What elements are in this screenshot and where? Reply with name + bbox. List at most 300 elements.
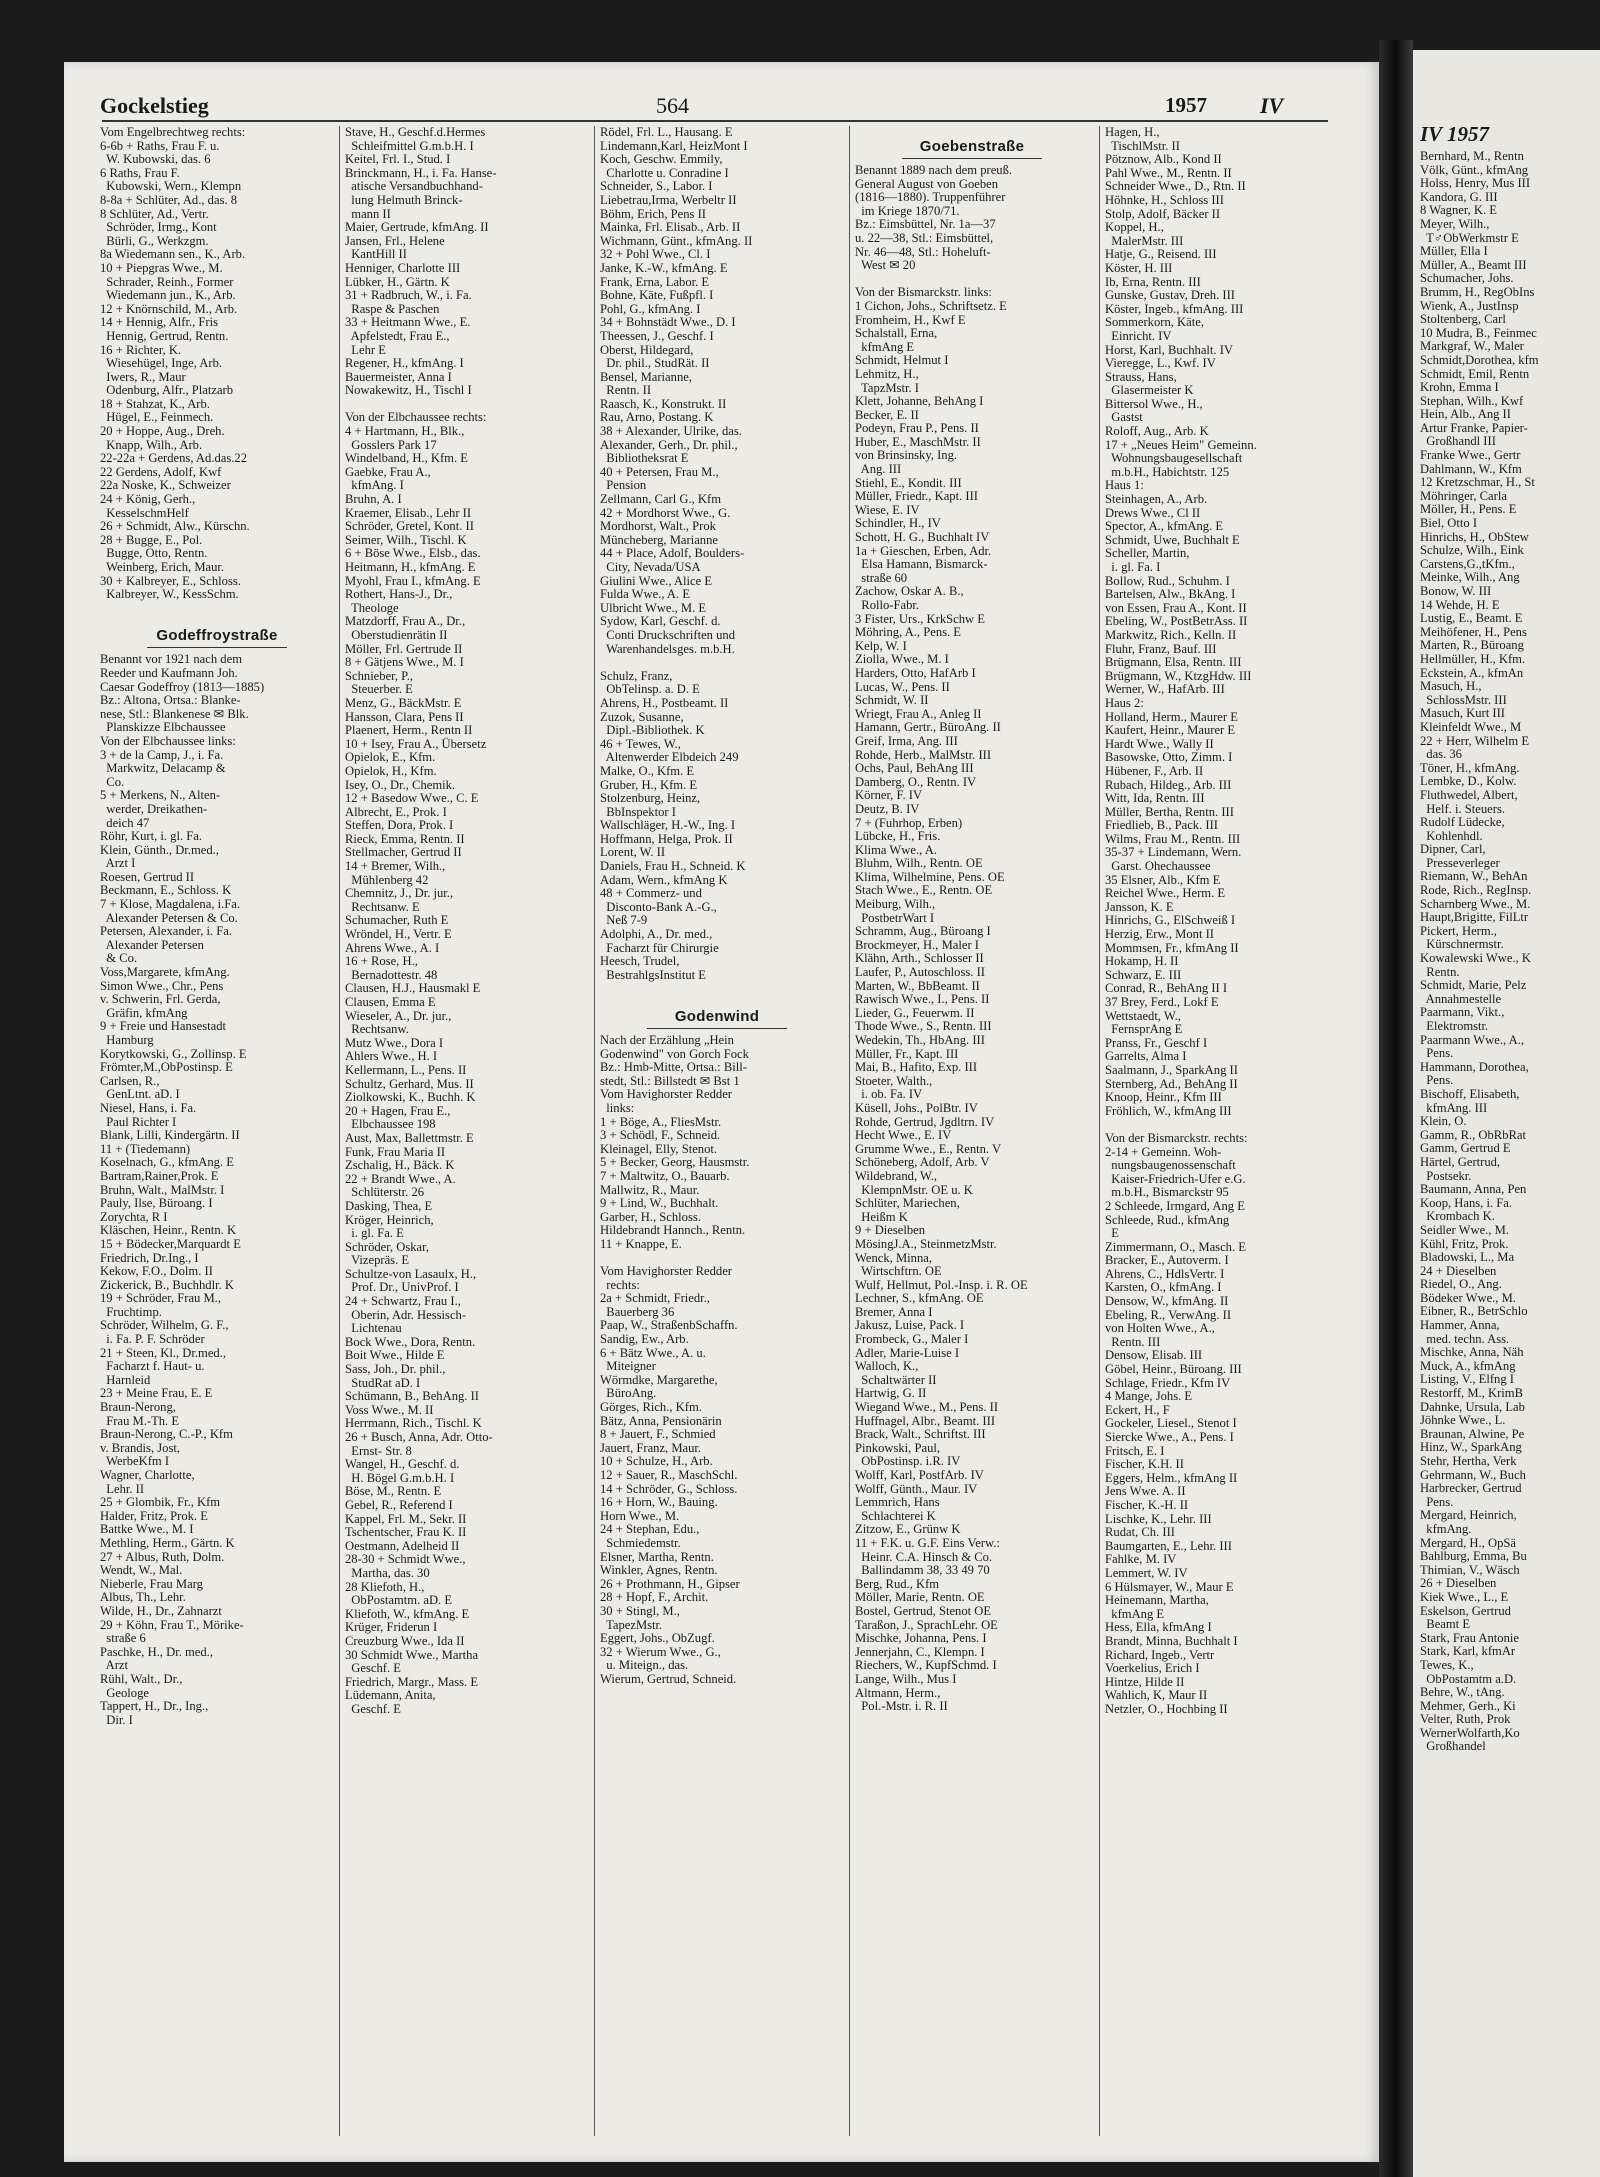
directory-entry: Caesar Godeffroy (1813—1885) [100, 679, 265, 694]
column-divider [849, 126, 850, 2136]
directory-entry: Dahnke, Ursula, Lab [1420, 1399, 1525, 1414]
directory-entry: Härtel, Gertrud, [1420, 1154, 1501, 1169]
directory-entry: Möller, H., Pens. E [1420, 502, 1517, 517]
directory-entry: Töner, H., kfmAng. [1420, 760, 1520, 775]
directory-entry: Benannt 1889 nach dem preuß. [855, 163, 1013, 177]
right-page-column [1420, 150, 1600, 2160]
directory-entry: Plaenert, Herm., Rentn II [345, 723, 473, 738]
directory-entry: Karsten, O., kfmAng. I [1105, 1280, 1222, 1295]
directory-entry: Friedrich, Margr., Mass. E [345, 1674, 479, 1689]
directory-entry: Bz.: Eimsbüttel, Nr. 1a—37 [855, 217, 996, 232]
directory-entry: Bernhard, M., Rentn [1420, 150, 1524, 163]
directory-entry: MalerMstr. III [1105, 233, 1184, 248]
directory-entry: Densow, W., kfmAng. II [1105, 1294, 1229, 1309]
directory-entry: Geschf. E [345, 1701, 401, 1716]
directory-entry: W. Kubowski, das. 6 [100, 152, 211, 167]
directory-entry: Rühl, Walt., Dr., [100, 1671, 183, 1686]
directory-entry: Facharzt für Chirurgie [600, 940, 719, 955]
directory-entry: Facharzt f. Haut- u. [100, 1359, 205, 1374]
directory-entry: Kleinagel, Elly, Stenot. [600, 1141, 718, 1156]
directory-entry: Reichel Wwe., Herm. E [1105, 886, 1226, 901]
directory-entry: 18 + Stahzat, K., Arb. [100, 396, 210, 411]
directory-entry: Rödel, Frl. L., Hausang. E [600, 126, 733, 139]
directory-entry [345, 398, 579, 412]
directory-entry: Schröder, Wilhelm, G. F., [100, 1318, 229, 1333]
directory-entry: Seimer, Wilh., Tischl. K [345, 532, 467, 547]
directory-entry: Hinrichs, G., ElSchweiß I [1105, 913, 1236, 928]
directory-entry: 7 + Maltwitz, O., Bauarb. [600, 1168, 730, 1183]
directory-entry: 22 + Brandt Wwe., A. [345, 1171, 456, 1186]
directory-entry: Pinkowski, Paul, [855, 1440, 941, 1455]
directory-entry: 26 + Dieselben [1420, 1576, 1497, 1591]
directory-entry: 28 + Bugge, E., Pol. [100, 532, 203, 547]
directory-entry: Behre, W., tAng. [1420, 1685, 1505, 1700]
directory-entry: Jauert, Franz, Maur. [600, 1440, 702, 1455]
directory-entry: Rieck, Emma, Rentn. II [345, 831, 465, 846]
directory-entry: Gaebke, Frau A., [345, 464, 431, 479]
directory-entry: Clausen, H.J., Hausmakl E [345, 981, 481, 996]
directory-entry: Klett, Johanne, BehAng I [855, 394, 984, 409]
directory-entry: Scharnberg Wwe., M. [1420, 896, 1531, 911]
directory-entry: Grumme Wwe., E., Rentn. V [855, 1141, 1002, 1156]
directory-entry: Matzdorff, Frau A., Dr., [345, 614, 466, 629]
directory-entry: Krohn, Emma I [1420, 380, 1499, 395]
directory-entry: Thimian, V., Wäsch [1420, 1562, 1520, 1577]
directory-entry: 20 + Hagen, Frau E., [345, 1103, 451, 1118]
directory-entry: Fischer, K.H. II [1105, 1457, 1184, 1472]
directory-entry: Mergard, Heinrich, [1420, 1508, 1517, 1523]
running-head-street: Gockelstieg [100, 93, 209, 118]
directory-entry: Schmidt,Dorothea, kfm [1420, 352, 1539, 367]
directory-entry: Steinhagen, A., Arb. [1105, 492, 1208, 507]
right-page-header: IV 1957 [1420, 122, 1490, 146]
directory-entry: i. Fa. P. F. Schröder [100, 1332, 205, 1347]
directory-entry: Beamt E [1420, 1617, 1471, 1632]
directory-entry: Rawisch Wwe., I., Pens. II [855, 992, 990, 1007]
directory-entry: Ochs, Paul, BehAng III [855, 761, 974, 776]
directory-entry: 3 + de la Camp, J., i. Fa. [100, 747, 224, 762]
column-divider [594, 126, 595, 2136]
directory-entry: Kekow, F.O., Dolm. II [100, 1264, 213, 1279]
directory-entry: Weinberg, Erich, Maur. [100, 560, 225, 574]
directory-entry: Drews Wwe., Cl II [1105, 505, 1201, 520]
directory-entry: Fröhlich, W., kfmAng III [1105, 1103, 1232, 1118]
directory-entry: KlempnMstr. OE u. K [855, 1182, 973, 1197]
directory-entry: werder, Dreikathen- [100, 801, 208, 816]
directory-entry: u. 22—38, Stl.: Eimsbüttel, [855, 230, 994, 245]
directory-entry: Garrelts, Alma I [1105, 1049, 1187, 1064]
directory-entry: Schlachterei K [855, 1508, 936, 1523]
directory-entry: Voss Wwe., M. II [345, 1402, 434, 1417]
directory-entry: Schlüter, Mariechen, [855, 1196, 960, 1211]
directory-entry: Vom Havighorster Redder [600, 1264, 732, 1279]
directory-entry: Brandt, Minna, Buchhalt I [1105, 1633, 1238, 1648]
directory-entry: Geologe [100, 1685, 149, 1700]
directory-entry: Meihöfener, H., Pens [1420, 624, 1527, 639]
directory-entry: Wagner, Charlotte, [100, 1468, 195, 1482]
directory-entry: Wörmdke, Margarethe, [600, 1372, 718, 1387]
directory-entry: Postsekr. [1420, 1168, 1472, 1183]
directory-entry: 30 + Stingl, M., [600, 1603, 680, 1618]
directory-entry: Kraemer, Elisab., Lehr II [345, 505, 472, 520]
directory-entry: Jennerjahn, C., Klempn. I [855, 1644, 985, 1659]
directory-entry: 1 Cichon, Johs., Schriftsetz. E [855, 298, 1007, 313]
directory-entry: Meinke, Wilh., Ang [1420, 570, 1520, 585]
directory-entry: Möller, Marie, Rentn. OE [855, 1590, 985, 1605]
directory-entry: General August von Goeben [855, 176, 999, 191]
directory-entry: Wolff, Günth., Maur. IV [855, 1481, 978, 1496]
directory-entry: KantHill II [345, 247, 407, 262]
directory-entry: Pens. [1420, 1073, 1454, 1088]
directory-entry: TapzMstr. I [855, 380, 919, 395]
directory-entry: Bauermeister, Anna I [345, 369, 452, 384]
directory-entry [600, 1252, 834, 1266]
directory-entry: 31 + Radbruch, W., i. Fa. [345, 288, 472, 303]
directory-entry: Oberin, Adr. Hessisch- [345, 1307, 467, 1322]
directory-entry: Altmann, Herm., [855, 1685, 941, 1700]
directory-entry: 6 + Böse Wwe., Elsb., das. [345, 546, 481, 561]
directory-entry: Klähn, Arth., Schlosser II [855, 951, 984, 966]
directory-entry: Halder, Fritz, Prok. E [100, 1508, 208, 1523]
directory-entry: u. Miteign., das. [600, 1658, 689, 1673]
directory-entry: Großhandl III [1420, 434, 1496, 449]
directory-entry: T♂ObWerkmstr E [1420, 230, 1519, 245]
directory-entry: Rohde, Herb., MalMstr. III [855, 747, 992, 762]
directory-entry: Marten, W., BbBeamt. II [855, 978, 980, 993]
directory-entry: von Brinsinsky, Ing. [855, 448, 958, 463]
directory-entry: Schleede, Rud., kfmAng [1105, 1212, 1230, 1227]
directory-entry: 27 + Albus, Ruth, Dolm. [100, 1549, 225, 1564]
directory-entry: Voss,Margarete, kfmAng. [100, 965, 230, 980]
directory-entry: Zimmermann, O., Masch. E [1105, 1239, 1246, 1254]
directory-entry: Fahlke, M. IV [1105, 1552, 1177, 1567]
directory-entry: Siercke Wwe., A., Pens. I [1105, 1430, 1234, 1444]
directory-entry: Großhandel [1420, 1739, 1486, 1754]
directory-entry: Möhring, A., Pens. E [855, 625, 962, 640]
directory-entry: Liebetrau,Irma, Werbeltr II [600, 192, 737, 207]
directory-entry: Pens. [1420, 1046, 1454, 1061]
directory-entry: Mehmer, Gerh., Ki [1420, 1698, 1516, 1713]
directory-entry: Restorff, M., KrimB [1420, 1386, 1523, 1401]
directory-entry: Schmidt, Helmut I [855, 353, 949, 368]
directory-entry: Markwitz, Rich., Kelln. II [1105, 627, 1237, 642]
directory-entry: Walloch, K., [855, 1359, 919, 1374]
directory-entry: Schneider, S., Labor. I [600, 179, 713, 194]
directory-entry: Stellmacher, Gertrud II [345, 845, 462, 860]
directory-entry: PostbetrWart I [855, 910, 935, 925]
directory-entry: Herzig, Erw., Mont II [1105, 927, 1214, 942]
directory-entry: Methling, Herm., Gärtn. K [100, 1535, 235, 1550]
column-divider [1099, 126, 1100, 2136]
directory-entry: Planskizze Elbchaussee [100, 720, 226, 735]
directory-entry: Pahl Wwe., M., Rentn. II [1105, 165, 1232, 180]
directory-entry: kfmAng. I [345, 478, 404, 493]
directory-entry: Müller, A., Beamt III [1420, 257, 1527, 272]
directory-entry: Wangel, H., Geschf. d. [345, 1457, 460, 1472]
directory-entry: Markwitz, Delacamp & [100, 761, 226, 776]
directory-entry: Zorychta, R I [100, 1209, 168, 1224]
directory-entry: Baumgarten, E., Lehr. III [1105, 1538, 1232, 1553]
directory-entry: 30 + Kalbreyer, E., Schloss. [100, 573, 241, 588]
directory-entry: 23 + Meine Frau, E. E [100, 1386, 213, 1401]
directory-entry: Schröder, Oskar, [345, 1239, 429, 1254]
directory-entry: Müncheberg, Marianne [600, 532, 718, 547]
directory-entry: Sydow, Karl, Geschf. d. [600, 614, 721, 629]
directory-entry: Rentn. II [600, 383, 652, 398]
directory-entry: Riechers, W., KupfSchmd. I [855, 1658, 997, 1673]
directory-entry: Knapp, Wilh., Arb. [100, 437, 203, 452]
directory-entry: Brügmann, W., KtzgHdw. III [1105, 668, 1252, 683]
directory-entry: Klein, O. [1420, 1114, 1467, 1129]
directory-entry: 33 + Heitmann Wwe., E. [345, 315, 471, 330]
directory-entry: kfmAng. III [1420, 1100, 1488, 1115]
directory-entry: 10 + Schulze, H., Arb. [600, 1454, 713, 1469]
directory-entry: Winkler, Agnes, Rentn. [600, 1563, 718, 1578]
directory-entry: Schöneberg, Adolf, Arb. V [855, 1155, 990, 1170]
directory-entry: Altenwerder Elbdeich 249 [600, 750, 739, 765]
directory-entry: Myohl, Frau I., kfmAng. E [345, 573, 481, 588]
directory-entry: Nieberle, Frau Marg [100, 1576, 203, 1591]
directory-entry: Schmidt, Emil, Rentn [1420, 366, 1530, 381]
directory-entry: Lehr E [345, 342, 386, 357]
directory-entry: Eskelson, Gertrud [1420, 1603, 1511, 1618]
directory-entry: Isey, O., Dr., Chemik. [345, 777, 456, 792]
directory-entry: 2a + Schmidt, Friedr., [600, 1291, 710, 1306]
directory-entry: Hamann, Gertr., BüroAng. II [855, 720, 1001, 735]
directory-entry: Vom Engelbrechtweg rechts: [100, 126, 246, 139]
directory-entry: Hardt Wwe., Wally II [1105, 736, 1214, 751]
directory-entry: Schott, H. G., Buchhalt IV [855, 530, 990, 545]
directory-entry: Opielok, H., Kfm. [345, 763, 437, 778]
directory-entry: Prof. Dr., UnivProf. I [345, 1280, 459, 1295]
directory-entry: Paschke, H., Dr. med., [100, 1644, 213, 1659]
directory-entry: WerbeKfm I [100, 1454, 170, 1469]
directory-entry: 4 + Hartmann, H., Blk., [345, 424, 465, 439]
directory-entry: Stolp, Adolf, Bäcker II [1105, 206, 1221, 221]
directory-entry: Godenwind" von Gorch Fock [600, 1046, 749, 1061]
running-head-year: 1957 [1165, 93, 1207, 117]
directory-entry: Sommerkorn, Käte, [1105, 315, 1204, 330]
directory-entry: 6-6b + Raths, Frau F. u. [100, 138, 220, 153]
directory-entry: Raspe & Paschen [345, 301, 440, 316]
directory-entry: 16 + Rose, H., [345, 954, 418, 969]
directory-entry: das. 36 [1420, 747, 1462, 762]
directory-entry: Niesel, Hans, i. Fa. [100, 1100, 197, 1115]
directory-entry: Meiburg, Wilh., [855, 897, 936, 912]
directory-entry: Wilde, H., Dr., Zahnarzt [100, 1603, 222, 1618]
directory-entry: Schröder, Irmg., Kont [100, 220, 217, 235]
directory-entry: 22 + Herr, Wilhelm E [1420, 733, 1530, 748]
directory-entry: Basowske, Otto, Zimm. I [1105, 750, 1233, 765]
directory-entry: Stoeter, Walth., [855, 1073, 933, 1088]
directory-entry: Harnleid [100, 1372, 151, 1387]
directory-entry: Krombach K. [1420, 1209, 1495, 1224]
directory-entry: Kürschnermstr. [1420, 937, 1504, 952]
directory-entry: von Essen, Frau A., Kont. II [1105, 600, 1247, 615]
directory-entry: Charlotte u. Conradine I [600, 165, 729, 180]
directory-entry: Garber, H., Schloss. [600, 1209, 701, 1224]
directory-entry: Lübcke, H., Fris. [855, 829, 941, 844]
directory-entry: 28 + Hopf, F., Archit. [600, 1590, 709, 1605]
directory-entry: Elsner, Martha, Rentn. [600, 1549, 714, 1564]
directory-entry: Frank, Erna, Labor. E [600, 274, 710, 289]
directory-entry: Schmiedemstr. [600, 1535, 681, 1550]
directory-entry: 8-8a + Schlüter, Ad., das. 8 [100, 192, 238, 207]
directory-entry: Ang. III [855, 462, 902, 477]
directory-entry: Brockmeyer, H., Maler I [855, 937, 979, 952]
directory-entry: Warenhandelsges. m.b.H. [600, 641, 735, 656]
directory-entry: Arzt [100, 1658, 128, 1673]
directory-entry: Köster, H. III [1105, 260, 1173, 275]
directory-entry: Rollo-Fabr. [855, 598, 920, 612]
directory-entry: Tewes, K., [1420, 1657, 1474, 1672]
column-1 [100, 126, 334, 2146]
directory-entry: 28 Kliefoth, H., [345, 1579, 425, 1594]
directory-entry: Wiesehügel, Inge, Arb. [100, 356, 223, 371]
directory-entry: Ahlers Wwe., H. I [345, 1049, 438, 1064]
directory-entry: KesselschmHelf [100, 505, 189, 520]
directory-entry: Röhr, Kurt, i. gl. Fa. [100, 829, 202, 844]
directory-entry: Bremer, Anna I [855, 1304, 933, 1319]
directory-entry: Listing, V., Elfng I [1420, 1372, 1514, 1387]
directory-entry: Menz, G., BäckMstr. E [345, 695, 462, 710]
directory-entry: 25 + Glombik, Fr., Kfm [100, 1495, 221, 1510]
directory-entry: Jöhnke Wwe., L. [1420, 1413, 1506, 1428]
directory-entry: Heitmann, H., kfmAng. E [345, 560, 476, 574]
directory-entry: Ahrens Wwe., A. I [345, 940, 440, 955]
directory-entry: Lichtenau [345, 1321, 402, 1336]
directory-entry: Glasermeister K [1105, 383, 1194, 398]
directory-entry: Sternberg, Ad., BehAng II [1105, 1076, 1238, 1091]
directory-entry: 12 + Basedow Wwe., C. E [345, 791, 479, 806]
directory-entry: m.b.H., Bismarckstr 95 [1105, 1185, 1229, 1200]
directory-entry: Mordhorst, Walt., Prok [600, 519, 716, 534]
directory-entry: Schröder, Gretel, Kont. II [345, 519, 474, 534]
directory-entry: Hammann, Dorothea, [1420, 1059, 1529, 1074]
directory-entry: Reeder und Kaufmann Joh. [100, 665, 238, 680]
directory-entry: Friedrich, Dr.Ing., I [100, 1250, 199, 1265]
directory-entry: Tappert, H., Dr., Ing., [100, 1699, 209, 1714]
directory-entry: Eggers, Helm., kfmAng II [1105, 1470, 1238, 1485]
directory-entry: Battke Wwe., M. I [100, 1522, 194, 1537]
directory-entry: Einricht. IV [1105, 328, 1172, 343]
directory-entry: BestrahlgsInstitut E [600, 967, 706, 982]
directory-entry: Heißm K [855, 1209, 908, 1224]
directory-entry: Markgraf, W., Maler [1420, 339, 1524, 354]
directory-entry: Gruber, H., Kfm. E [600, 777, 698, 792]
directory-entry: Neß 7-9 [600, 913, 648, 928]
directory-entry: 32 + Wierum Wwe., G., [600, 1644, 721, 1659]
directory-entry: Bruhn, A. I [345, 492, 402, 507]
directory-entry: Göbel, Heinr., Büroang. III [1105, 1362, 1242, 1377]
directory-entry: Damberg, O., Rentn. IV [855, 774, 977, 789]
directory-entry: Kubowski, Wern., Klempn [100, 179, 242, 194]
directory-entry: Fromheim, H., Kwf E [855, 312, 966, 327]
directory-entry: 29 + Köhn, Frau T., Mörike- [100, 1617, 244, 1632]
directory-entry: rechts: [600, 1277, 640, 1292]
directory-entry: Jansson, K. E [1105, 899, 1174, 914]
directory-entry: Kröger, Heinrich, [345, 1212, 434, 1227]
directory-entry: 2-14 + Gemeinn. Woh- [1105, 1144, 1222, 1159]
directory-entry: 26 + Schmidt, Alw., Kürschn. [100, 519, 250, 534]
directory-entry: 2 Schleede, Irmgard, Ang E [1105, 1198, 1245, 1213]
directory-entry: Gunske, Gustav, Dreh. III [1105, 288, 1235, 303]
directory-entry: straße 60 [855, 570, 908, 585]
directory-entry: 21 + Steen, Kl., Dr.med., [100, 1345, 227, 1360]
directory-entry: Schmidt, Uwe, Buchhalt E [1105, 532, 1240, 547]
directory-entry: straße 6 [100, 1631, 146, 1646]
directory-entry: 5 + Becker, Georg, Hausmstr. [600, 1155, 750, 1170]
directory-entry: Boit Wwe., Hilde E [345, 1348, 445, 1363]
directory-entry: Paap, W., StraßenbSchaffn. [600, 1318, 738, 1333]
column-divider [339, 126, 340, 2136]
directory-entry: Rode, Rich., RegInsp. [1420, 883, 1532, 898]
directory-entry: Martha, das. 30 [345, 1565, 430, 1580]
directory-entry: 46 + Tewes, W., [600, 736, 681, 751]
directory-entry: Mommsen, Fr., kfmAng II [1105, 940, 1239, 955]
directory-entry: SchlossMstr. III [1420, 692, 1507, 707]
directory-entry: Ziolkowski, K., Buchh. K [345, 1090, 476, 1105]
directory-entry: Sandig, Ew., Arb. [600, 1332, 689, 1347]
directory-entry: mann II [345, 206, 391, 221]
directory-entry: Lange, Wilh., Mus I [855, 1671, 957, 1686]
directory-entry: Paul Richter I [100, 1114, 177, 1129]
directory-entry: Nowakewitz, H., Tischl I [345, 383, 472, 398]
directory-entry: 42 + Mordhorst Wwe., G. [600, 505, 731, 520]
directory-entry: Schmidt, W. II [855, 693, 929, 708]
directory-entry: Zickerick, B., Buchhdlr. K [100, 1277, 234, 1292]
directory-entry: Kowalewski Wwe., K [1420, 951, 1531, 966]
directory-entry: Biel, Otto I [1420, 516, 1478, 531]
directory-entry: Dipl.-Bibliothek. K [600, 723, 705, 738]
directory-entry: Brumm, H., RegObIns [1420, 284, 1535, 299]
directory-entry: Küsell, Johs., PolBtr. IV [855, 1100, 978, 1115]
directory-entry: Friedlieb, B., Pack. III [1105, 818, 1218, 833]
directory-entry: Elektromstr. [1420, 1019, 1489, 1033]
directory-entry: Bluhm, Wilh., Rentn. OE [855, 856, 983, 871]
directory-entry: 8 + Jauert, F., Schmied [600, 1427, 716, 1442]
directory-entry: Bischoff, Elisabeth, [1420, 1086, 1520, 1101]
directory-entry: Theessen, J., Geschf. I [600, 328, 714, 343]
directory-entry: Petersen, Alexander, i. Fa. [100, 924, 233, 939]
directory-entry: Elbchaussee 198 [345, 1117, 436, 1132]
directory-entry: 35 Elsner, Alb., Kfm E [1105, 872, 1221, 887]
directory-entry: 8 Wagner, K. E [1420, 203, 1497, 218]
directory-entry: 3 + Schödl, F., Schneid. [600, 1128, 721, 1143]
directory-entry: Wieseler, A., Dr. jur., [345, 1008, 452, 1023]
directory-entry: Rubach, Hildeg., Arb. III [1105, 777, 1232, 792]
directory-entry: Witt, Ida, Rentn. III [1105, 791, 1205, 806]
directory-entry: Kaiser-Friedrich-Ufer e.G. [1105, 1171, 1246, 1186]
directory-entry: Werner, W., HafArb. III [1105, 682, 1225, 697]
directory-entry: 12 + Sauer, R., MaschSchl. [600, 1468, 738, 1482]
directory-entry: Lindemann,Karl, HeizMont I [600, 138, 748, 153]
directory-entry: Heesch, Trudel, [600, 954, 680, 969]
directory-entry: Koch, Geschw. Emmily, [600, 152, 723, 167]
directory-entry: Arzt I [100, 856, 136, 871]
directory-entry: Zachow, Oskar A. B., [855, 584, 964, 599]
directory-entry: 19 + Schröder, Frau M., [100, 1291, 221, 1306]
directory-entry: Krüger, Friderun I [345, 1620, 438, 1635]
directory-entry: MösingJ.A., SteinmetzMstr. [855, 1236, 997, 1251]
directory-entry: Schnieber, P., [345, 668, 414, 683]
directory-entry: Höhnke, H., Schloss III [1105, 192, 1224, 207]
directory-entry: Gamm, Gertrud E [1420, 1141, 1511, 1156]
directory-entry: Zschalig, H., Bäck. K [345, 1158, 455, 1173]
directory-entry: 9 + Lind, W., Buchhalt. [600, 1196, 719, 1211]
directory-entry: Heinemann, Martha, [1105, 1593, 1209, 1608]
directory-entry: Wriegt, Frau A., Anleg II [855, 706, 982, 721]
